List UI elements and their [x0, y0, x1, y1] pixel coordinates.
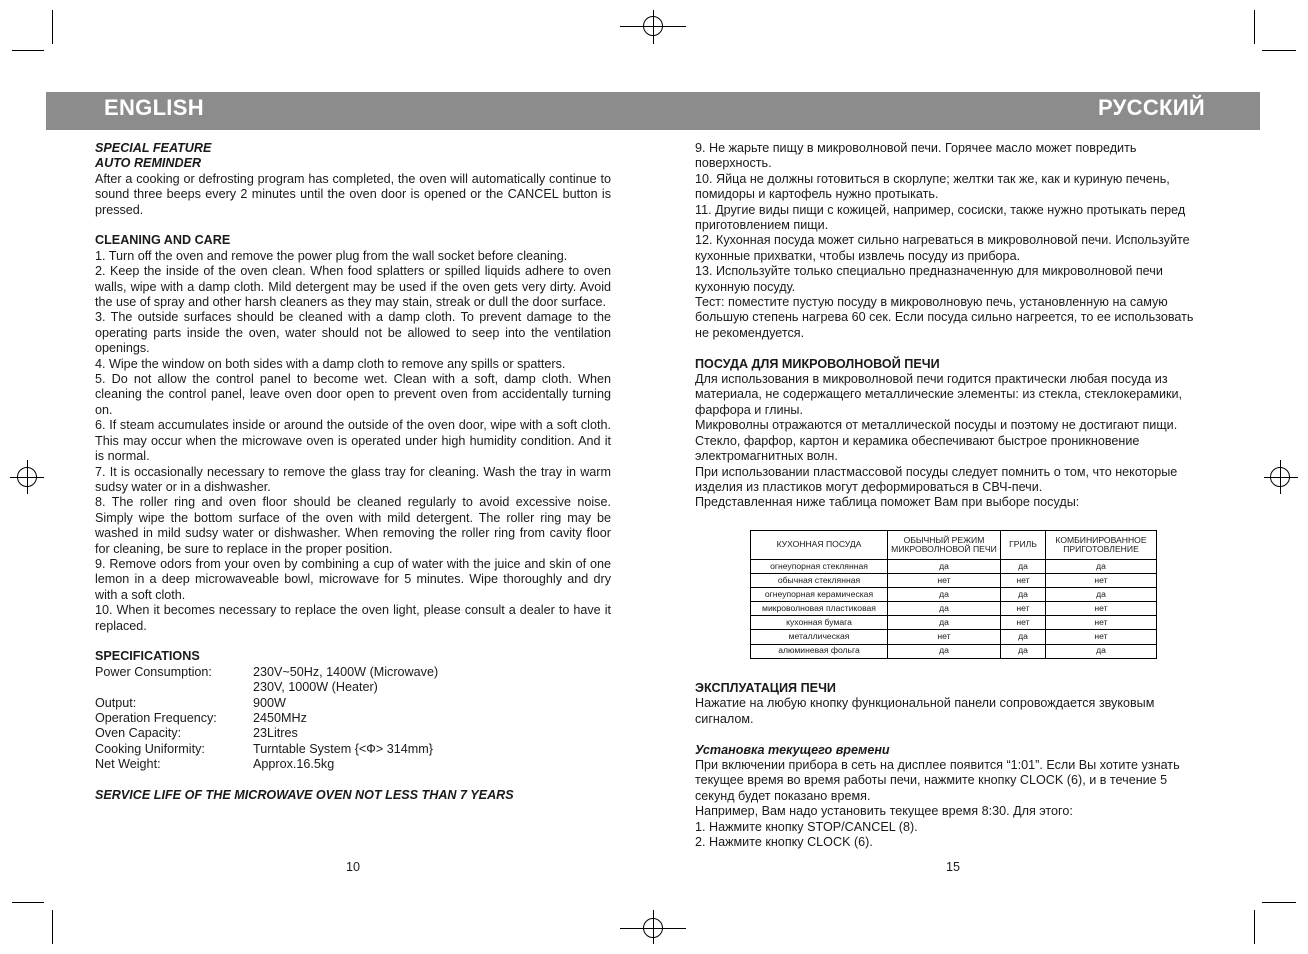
clock-title: Установка текущего времени [695, 742, 890, 757]
dishes-paragraph: Микроволны отражаются от металлической посуды и поэтому не достигают пищи. Стекло, фарфор, картон и керамика обеспечивают быстрое проникновение электромагнитных волн. [695, 418, 1178, 464]
clock-paragraph: 1. Нажмите кнопку STOP/CANCEL (8). [695, 819, 918, 834]
clock-paragraph: При включении прибора в сеть на дисплее появится “1:01”. Если Вы хотите узнать текущее время во время работы печи, нажмите кнопку CLOCK (6), и в течение 5 секунд будет показано время. [695, 758, 1180, 803]
service-life-note: SERVICE LIFE OF THE MICROWAVE OVEN NOT LESS THAN 7 YEARS [95, 788, 514, 803]
cleaning-item: 7. It is occasionally necessary to remove the glass tray for cleaning. Wash the tray in warm sudsy water or in a dishwasher. [95, 464, 611, 494]
specifications-title: SPECIFICATIONS [95, 649, 200, 664]
page-number-left: 10 [346, 860, 361, 874]
english-column [95, 141, 611, 803]
crop-mark [12, 902, 44, 903]
cleaning-item: 10. When it becomes necessary to replace the oven light, please consult a dealer to have it replaced. [95, 603, 611, 633]
cleaning-item: 6. If steam accumulates inside or around the outside of the oven door, wipe with a soft cloth. This may occur when the microwave oven is operated under high humidity condition. And it is normal. [95, 418, 611, 464]
auto-reminder-text: After a cooking or defrosting program has completed, the oven will automatically continue to sound three beeps every 2 minutes until the oven door is opened or the CANCEL button is pressed. [95, 171, 611, 217]
crop-mark [52, 910, 53, 944]
crop-mark [1262, 902, 1296, 903]
table-row: обычная стеклянная нет нет нет [751, 574, 1157, 588]
russian-header: РУССКИЙ [1098, 95, 1205, 120]
russian-column [695, 141, 1210, 511]
cleaning-item: 1. Turn off the oven and remove the power plug from the wall socket before cleaning. [95, 248, 568, 263]
safety-item: 11. Другие виды пищи с кожицей, например, сосиски, также нужно протыкать перед приготовлением пищи. [695, 202, 1186, 233]
crop-mark [1254, 10, 1255, 44]
crop-mark [12, 50, 44, 51]
cleaning-item: 9. Remove odors from your oven by combining a cup of water with the juice and skin of one lemon in a deep microwaveable bowl, microwave for 5 minutes. Wipe thoroughly and dry with a soft cloth. [95, 556, 611, 602]
registration-mark [643, 918, 663, 938]
cleaning-item: 3. The outside surfaces should be cleaned with a damp cloth. To prevent damage to the operating parts inside the oven, water should not be allowed to seep into the ventilation openings. [95, 310, 611, 356]
crop-mark [1262, 50, 1296, 51]
table-row: металлическая нет да нет [751, 630, 1157, 644]
table-row: микроволновая пластиковая да нет нет [751, 602, 1157, 616]
registration-mark [643, 16, 663, 36]
cleaning-item: 8. The roller ring and oven floor should be cleaned regularly to avoid excessive noise. Simply wipe the bottom surface of the oven with mild detergent. The roller ring may be washed in mild sudsy water or dishwasher. When removing the roller ring from cavity floor for cleaning, be sure to replace in the proper position. [95, 495, 611, 556]
dishes-paragraph: Для использования в микроволновой печи годится практически любая посуда из материала, не содержащего металлические элементы: из стекла, стеклокерамики, фарфора и глины. [695, 372, 1183, 417]
table-header: КУХОННАЯ ПОСУДА [751, 531, 888, 560]
dishes-paragraph: При использовании пластмассовой посуды следует помнить о том, что некоторые изделия из пластиков могут деформироваться в СВЧ-печи. [695, 464, 1178, 494]
clock-paragraph: Например, Вам надо установить текущее время 8:30. Для этого: [695, 804, 1073, 819]
table-row: огнеупорная керамическая да да да [751, 588, 1157, 602]
spec-row: Output: 900W [95, 695, 286, 710]
operation-section [695, 681, 1210, 850]
special-feature-title: SPECIAL FEATURE [95, 141, 212, 155]
cleaning-item: 5. Do not allow the control panel to become wet. Clean with a soft, damp cloth. When cleaning the control panel, leave oven door open to prevent oven from accidentally turning on. [95, 372, 611, 417]
language-header [46, 92, 1260, 130]
registration-mark [17, 467, 37, 487]
english-header: ENGLISH [104, 95, 204, 120]
safety-item: 10. Яйца не должны готовиться в скорлупе; желтки так же, как и куриную печень, помидоры и картофель нужно протыкать. [695, 171, 1170, 202]
spec-row: Net Weight: Approx.16.5kg [95, 757, 335, 772]
cleaning-title: CLEANING AND CARE [95, 233, 231, 248]
spec-row: Power Consumption: 230V~50Hz, 1400W (Microwave) [95, 664, 439, 679]
table-header: ГРИЛЬ [1001, 531, 1046, 560]
table-row: огнеупорная стеклянная да да да [751, 560, 1157, 574]
safety-item: Тест: поместите пустую посуду в микроволновую печь, установленную на самую большую степень нагрева 60 сек. Если посуда сильно нагреется, то ее использовать не рекомендуется. [695, 295, 1194, 340]
operation-title: ЭКСПЛУАТАЦИЯ ПЕЧИ [695, 681, 836, 695]
page-number-right: 15 [946, 860, 961, 874]
table-row: кухонная бумага да нет нет [751, 616, 1157, 630]
cookware-table [750, 530, 1157, 659]
crop-mark [1254, 910, 1255, 944]
dishes-paragraph: Представленная ниже таблица поможет Вам при выборе посуды: [695, 495, 1080, 510]
auto-reminder-title: AUTO REMINDER [95, 156, 202, 171]
spec-row: Cooking Uniformity: Turntable System {<Ф> 314mm} [95, 741, 433, 756]
safety-item: 12. Кухонная посуда может сильно нагреваться в микроволновой печи. Используйте кухонные прихватки, чтобы извлечь посуду из прибора. [695, 233, 1190, 263]
cleaning-item: 4. Wipe the window on both sides with a damp cloth to remove any spills or spatters. [95, 356, 566, 371]
dishes-title: ПОСУДА ДЛЯ МИКРОВОЛНОВОЙ ПЕЧИ [695, 356, 940, 371]
registration-mark [1270, 467, 1290, 487]
cleaning-item: 2. Keep the inside of the oven clean. When food splatters or spilled liquids adhere to oven walls, wipe with a damp cloth. Mild detergent may be used if the oven gets very dirty. Avoid the use of spray and other harsh cleaners as they may stain, streak or dull the door surface. [95, 264, 611, 310]
operation-text: Нажатие на любую кнопку функциональной панели сопровождается звуковым сигналом. [695, 696, 1155, 726]
table-row: алюминевая фольга да да да [751, 644, 1157, 658]
safety-item: 9. Не жарьте пищу в микроволновой печи. Горячее масло может повредить поверхность. [695, 141, 1137, 171]
table-header-row [751, 531, 1157, 560]
table-header: КОМБИНИРОВАННОЕ ПРИГОТОВЛЕНИЕ [1046, 531, 1157, 560]
spec-row: 230V, 1000W (Heater) [253, 680, 378, 695]
crop-mark [52, 10, 53, 44]
spec-row: Operation Frequency: 2450MHz [95, 711, 307, 725]
safety-item: 13. Используйте только специально предназначенную для микроволновой печи кухонную посуду. [695, 264, 1163, 294]
table-header: ОБЫЧНЫЙ РЕЖИМ МИКРОВОЛНОВОЙ ПЕЧИ [888, 531, 1001, 560]
clock-paragraph: 2. Нажмите кнопку CLOCK (6). [695, 835, 873, 850]
spec-row: Oven Capacity: 23Litres [95, 726, 298, 741]
